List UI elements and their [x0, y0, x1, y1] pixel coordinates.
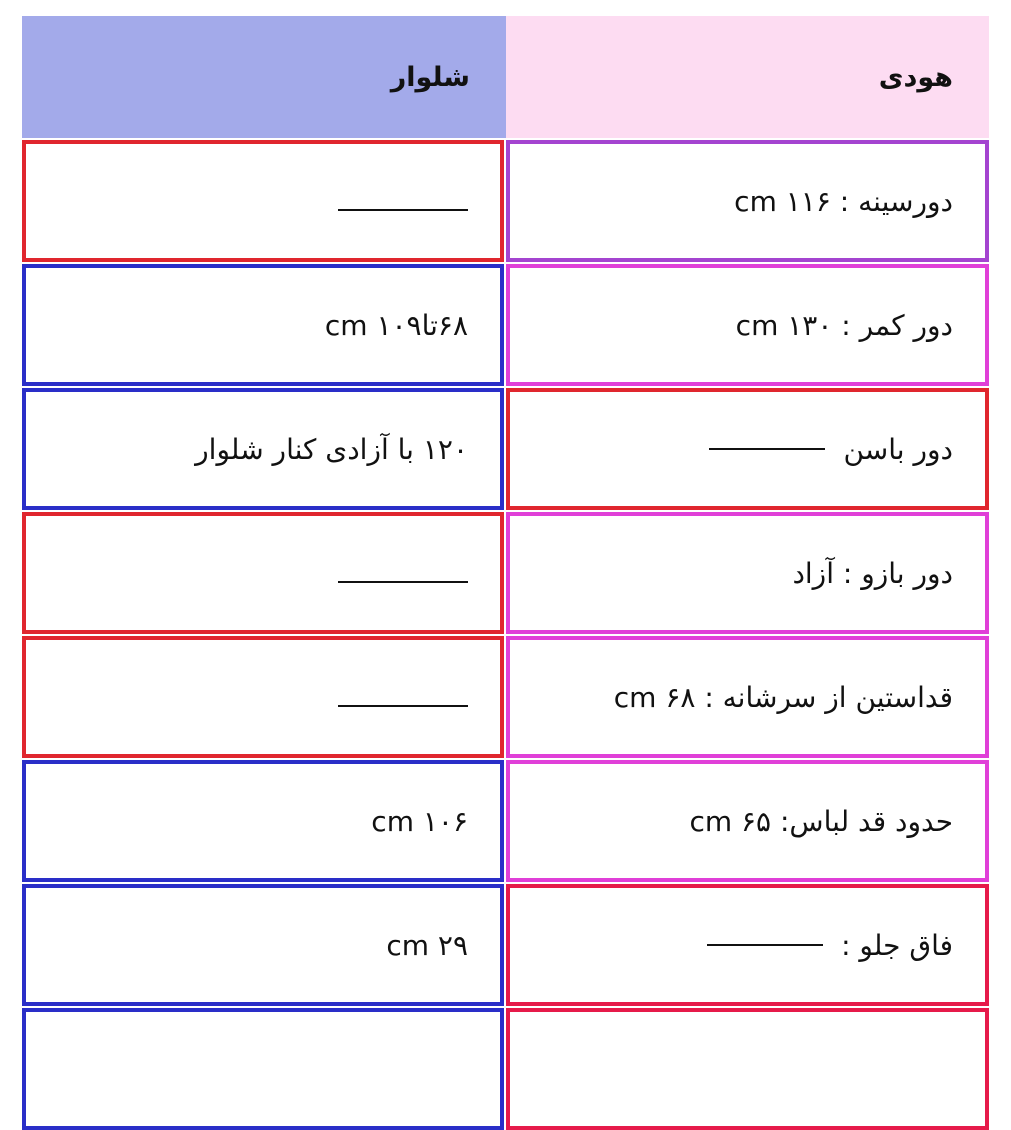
blank-line: [338, 209, 468, 211]
hoodie-cell: [506, 512, 989, 634]
pants-cell: [22, 512, 504, 634]
table-header-row: [22, 16, 989, 138]
hoodie-cell: [506, 388, 989, 510]
cell-text: دور بازو : آزاد: [792, 556, 953, 590]
pants-cell: [22, 1008, 504, 1130]
cell-text: ۱۲۰ با آزادی کنار شلوار: [195, 432, 468, 466]
pants-header-label: شلوار: [390, 61, 470, 93]
pants-header: [22, 16, 506, 138]
hoodie-cell: [506, 884, 989, 1006]
cell-text: ۶۸تا۱۰۹ cm: [324, 308, 468, 342]
cell-text: قداستین از سرشانه : ۶۸ cm: [613, 680, 953, 714]
hoodie-header-label: هودی: [878, 61, 953, 93]
cell-text: ۲۹ cm: [386, 928, 468, 962]
cell-text: حدود قد لباس: ۶۵ cm: [689, 804, 953, 838]
cell-text: ۱۰۶ cm: [371, 804, 468, 838]
pants-cell: [22, 264, 504, 386]
cell-text: فاق جلو :: [841, 928, 953, 962]
hoodie-cell: [506, 264, 989, 386]
hoodie-header: [506, 16, 989, 138]
cell-text: دور باسن: [843, 432, 953, 466]
hoodie-cell: [506, 636, 989, 758]
cell-text: دورسینه : ۱۱۶ cm: [734, 184, 953, 218]
pants-cell: [22, 884, 504, 1006]
blank-line: [338, 705, 468, 707]
pants-cell: [22, 388, 504, 510]
hoodie-cell: [506, 1008, 989, 1130]
cell-text: دور کمر : ۱۳۰ cm: [735, 308, 953, 342]
hoodie-cell: [506, 140, 989, 262]
pants-cell: [22, 636, 504, 758]
pants-cell: [22, 760, 504, 882]
pants-cell: [22, 140, 504, 262]
blank-line: [707, 944, 823, 946]
blank-line: [709, 448, 825, 450]
blank-line: [338, 581, 468, 583]
hoodie-cell: [506, 760, 989, 882]
